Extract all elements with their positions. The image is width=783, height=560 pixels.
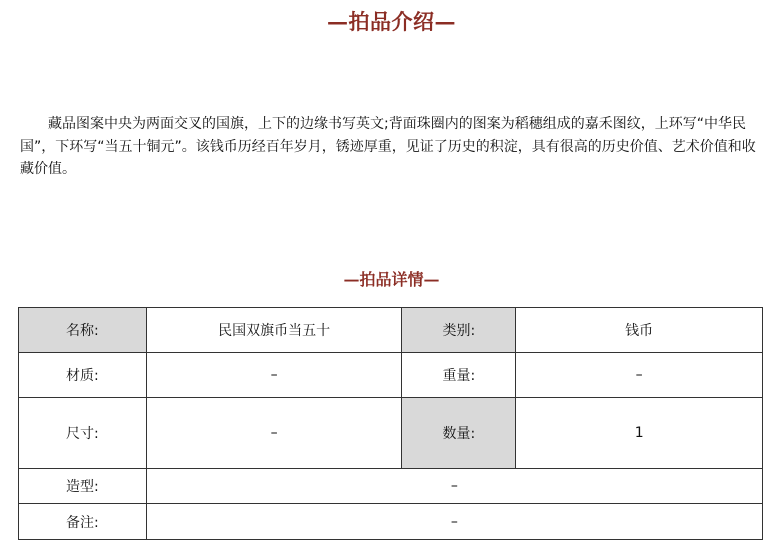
intro-paragraph: 藏品图案中央为两面交叉的国旗，上下的边缘书写英文;背面珠圈内的图案为稻穗组成的嘉禾图纹，上环写“中华民国”，下环写“当五十铜元”。该钱币历经百年岁月，锈迹厚重，见证了历史的积淀，具有很高的历史价值、艺术价值和收藏价值。 [20, 116, 756, 177]
details-table [18, 307, 763, 540]
table-row [19, 469, 763, 504]
material-value: – [146, 353, 402, 398]
weight-value: – [516, 353, 763, 398]
size-label: 尺寸: [19, 398, 147, 469]
category-label: 类别: [402, 308, 516, 353]
shape-value: – [146, 469, 762, 504]
name-value: 民国双旗币当五十 [146, 308, 402, 353]
shape-label: 造型: [19, 469, 147, 504]
size-value: – [146, 398, 402, 469]
section-title-intro: —拍品介绍— [327, 9, 456, 34]
table-row [19, 504, 763, 540]
section-title-details: —拍品详情— [343, 270, 440, 289]
material-label: 材质: [19, 353, 147, 398]
quantity-value: 1 [516, 398, 763, 469]
remarks-value: – [146, 504, 762, 540]
weight-label: 重量: [402, 353, 516, 398]
table-row [19, 308, 763, 353]
quantity-label: 数量: [402, 398, 516, 469]
category-value: 钱币 [516, 308, 763, 353]
table-row [19, 398, 763, 469]
remarks-label: 备注: [19, 504, 147, 540]
name-label: 名称: [19, 308, 147, 353]
table-row [19, 353, 763, 398]
